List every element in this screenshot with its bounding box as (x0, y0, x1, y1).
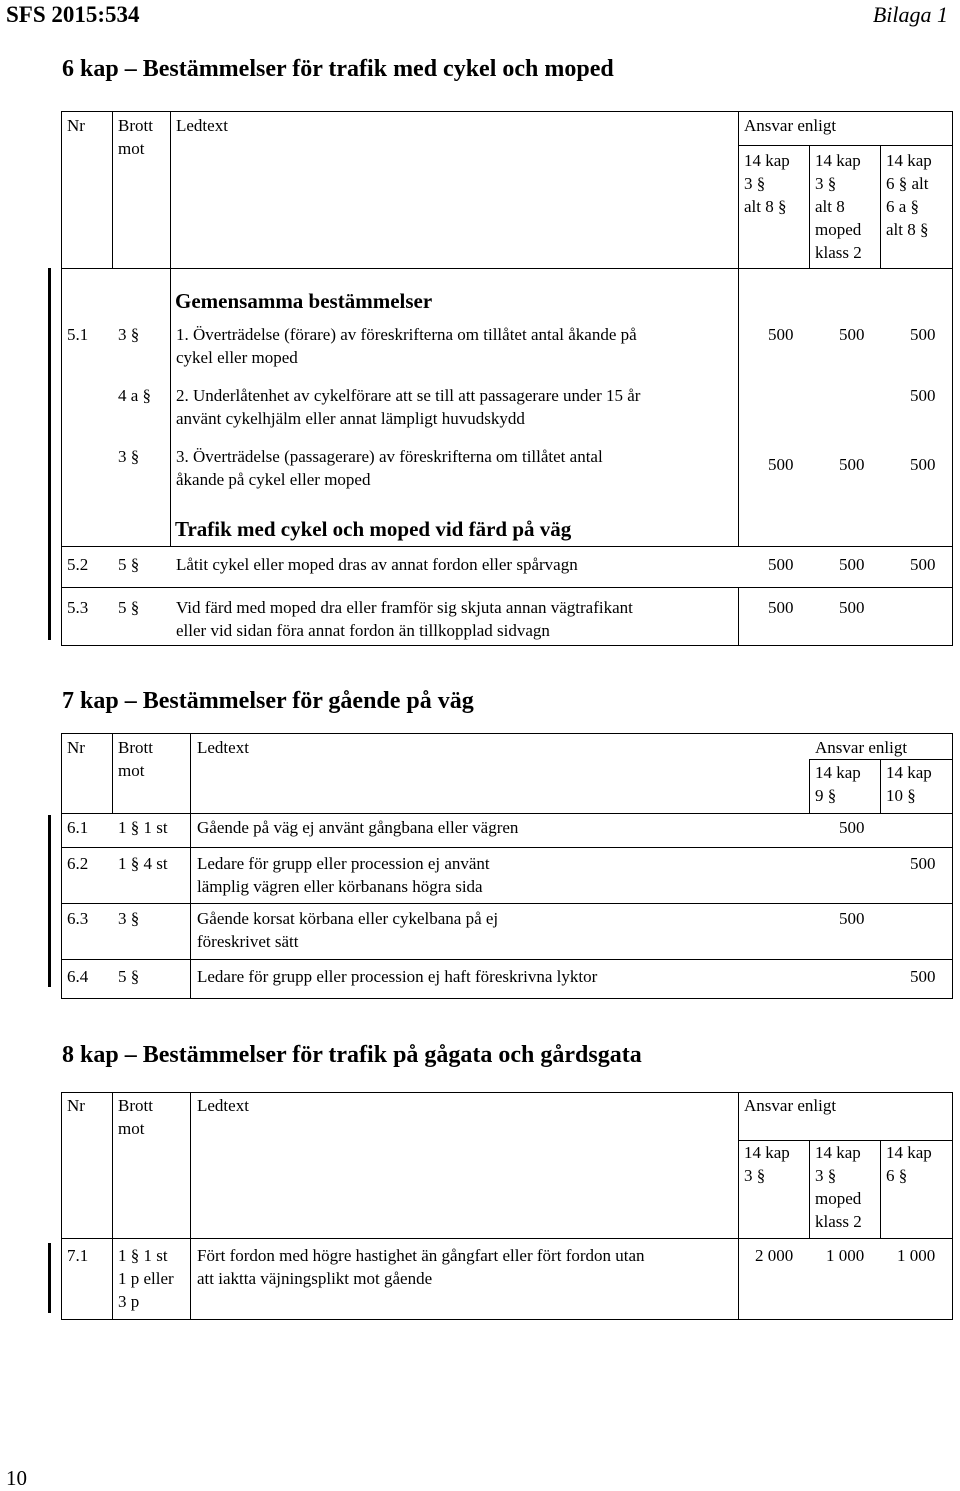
column-divider (809, 759, 810, 813)
subheader-line: 6 § alt (886, 174, 929, 193)
col-header-ledtext: Ledtext (197, 738, 249, 757)
subheader-line: moped (815, 220, 862, 239)
amount: 500 (768, 555, 794, 574)
bilaga-label: Bilaga 1 (872, 2, 948, 27)
row-text: 3. Överträdelse (passagerare) av föreskrifterna om tillåtet antal (176, 447, 603, 466)
subheader-line: 3 § (744, 1166, 766, 1185)
subheader-line: 14 kap (744, 1143, 790, 1162)
amount: 500 (910, 967, 936, 986)
subheader-line: alt 8 § (744, 197, 787, 216)
chapter-8-title: 8 kap – Bestämmelser för trafik på gågata och gårdsgata (62, 1042, 642, 1068)
amount: 500 (910, 386, 936, 405)
amount: 500 (768, 598, 794, 617)
row-brott: 3 p (118, 1292, 140, 1311)
column-divider (738, 587, 739, 646)
sfs-number: SFS 2015:534 (6, 2, 140, 27)
row-brott: 4 a § (118, 386, 152, 405)
row-nr: 5.1 (67, 325, 89, 344)
row-nr: 6.3 (67, 909, 89, 928)
row-nr: 5.2 (67, 555, 89, 574)
col-header-ledtext: Ledtext (176, 116, 228, 135)
amount: 500 (910, 854, 936, 873)
subheader-line: 14 kap (815, 763, 861, 782)
row-text: cykel eller moped (176, 348, 298, 367)
row-text: lämplig vägren eller körbanans högra sida (197, 877, 483, 896)
col-header-ledtext: Ledtext (197, 1096, 249, 1115)
row-brott: 1 § 4 st (118, 854, 168, 873)
subheader-line: alt 8 (815, 197, 845, 216)
row-nr: 6.4 (67, 967, 89, 986)
amount: 500 (839, 555, 865, 574)
amount: 500 (839, 455, 865, 474)
page-number: 10 (6, 1466, 27, 1490)
row-divider (61, 813, 953, 814)
row-text: Låtit cykel eller moped dras av annat fordon eller spårvagn (176, 555, 578, 574)
row-brott: 1 § 1 st (118, 1246, 168, 1265)
row-divider (738, 145, 953, 146)
amount: 500 (768, 455, 794, 474)
subheader-line: 14 kap (886, 1143, 932, 1162)
amount: 1 000 (897, 1246, 936, 1265)
row-text: Gående korsat körbana eller cykelbana på ej (197, 909, 499, 928)
amount: 500 (839, 818, 865, 837)
column-divider (880, 759, 881, 813)
subheader-line: 3 § (815, 174, 837, 193)
column-divider (112, 111, 113, 268)
row-nr: 6.2 (67, 854, 89, 873)
amount: 500 (910, 325, 936, 344)
chapter-6-title: 6 kap – Bestämmelser för trafik med cykel och moped (62, 56, 614, 82)
row-text: föreskrivet sätt (197, 932, 299, 951)
row-text: använt cykelhjälm eller annat lämpligt huvudskydd (176, 409, 525, 428)
row-text: åkande på cykel eller moped (176, 470, 371, 489)
row-brott: 5 § (118, 598, 140, 617)
row-brott: 5 § (118, 967, 140, 986)
subheader-line: 14 kap (815, 151, 861, 170)
column-divider (170, 111, 171, 546)
col-header-nr: Nr (67, 116, 85, 135)
col-header-brott-mot: Brott mot (118, 738, 153, 780)
column-divider (880, 1140, 881, 1238)
amount: 500 (768, 325, 794, 344)
row-text: 1. Överträdelse (förare) av föreskrifterna om tillåtet antal åkande på (176, 325, 637, 344)
row-text: Ledare för grupp eller procession ej använt (197, 854, 490, 873)
subheader-line: klass 2 (815, 243, 862, 262)
row-brott: 5 § (118, 555, 140, 574)
subheader-line: 3 § (744, 174, 766, 193)
amount: 500 (839, 909, 865, 928)
row-text: att iaktta väjningsplikt mot gående (197, 1269, 433, 1288)
column-divider (190, 1092, 191, 1320)
amount: 1 000 (826, 1246, 865, 1265)
subheader-line: klass 2 (815, 1212, 862, 1231)
column-divider (112, 1092, 113, 1320)
column-divider (738, 1092, 739, 1320)
column-divider (809, 1140, 810, 1238)
row-divider (61, 959, 953, 960)
row-text: Ledare för grupp eller procession ej haft föreskrivna lyktor (197, 967, 598, 986)
row-divider (809, 759, 953, 760)
row-nr: 6.1 (67, 818, 89, 837)
row-divider (61, 847, 953, 848)
subheader-line: 9 § (815, 786, 837, 805)
amount: 2 000 (755, 1246, 794, 1265)
section-heading: Gemensamma bestämmelser (175, 289, 433, 313)
col-header-brott-mot: Brott mot (118, 1096, 153, 1138)
col-header-ansvar: Ansvar enligt (815, 738, 908, 757)
section-heading: Trafik med cykel och moped vid färd på väg (175, 517, 572, 541)
row-text: Vid färd med moped dra eller framför sig skjuta annan vägtrafikant (176, 598, 633, 617)
amount: 500 (910, 555, 936, 574)
subheader-line: 6 § (886, 1166, 908, 1185)
amount: 500 (839, 325, 865, 344)
row-text: 2. Underlåtenhet av cykelförare att se till att passagerare under 15 år (176, 386, 641, 405)
col-header-ansvar: Ansvar enligt (744, 1096, 837, 1115)
col-header-brott-mot: Brott mot (118, 116, 153, 158)
row-brott: 3 § (118, 325, 140, 344)
row-brott: 3 § (118, 447, 140, 466)
row-brott: 1 § 1 st (118, 818, 168, 837)
column-divider (112, 733, 113, 813)
subheader-line: 6 a § (886, 197, 920, 216)
change-bar (48, 268, 51, 640)
row-text: Fört fordon med högre hastighet än gångfart eller fört fordon utan (197, 1246, 645, 1265)
subheader-line: moped (815, 1189, 862, 1208)
change-bar (48, 1243, 51, 1313)
subheader-line: 14 kap (815, 1143, 861, 1162)
chapter-7-title: 7 kap – Bestämmelser för gående på väg (62, 688, 474, 714)
row-text: eller vid sidan föra annat fordon än tillkopplad sidvagn (176, 621, 550, 640)
col-header-ansvar: Ansvar enligt (744, 116, 837, 135)
column-divider (880, 145, 881, 268)
amount: 500 (839, 598, 865, 617)
row-brott: 3 § (118, 909, 140, 928)
subheader-line: 14 kap (886, 763, 932, 782)
row-divider (61, 587, 953, 588)
row-brott: 1 p eller (118, 1269, 174, 1288)
column-divider (809, 145, 810, 268)
col-header-nr: Nr (67, 738, 85, 757)
subheader-line: 10 § (886, 786, 916, 805)
col-header-nr: Nr (67, 1096, 85, 1115)
row-nr: 7.1 (67, 1246, 89, 1265)
subheader-line: 14 kap (886, 151, 932, 170)
amount: 500 (910, 455, 936, 474)
subheader-line: 3 § (815, 1166, 837, 1185)
row-text: Gående på väg ej använt gångbana eller vägren (197, 818, 519, 837)
subheader-line: alt 8 § (886, 220, 929, 239)
row-nr: 5.3 (67, 598, 89, 617)
row-divider (61, 1238, 953, 1239)
row-divider (61, 268, 953, 269)
column-divider (738, 111, 739, 546)
row-divider (61, 903, 953, 904)
row-divider (61, 546, 953, 547)
change-bar (48, 815, 51, 987)
subheader-line: 14 kap (744, 151, 790, 170)
